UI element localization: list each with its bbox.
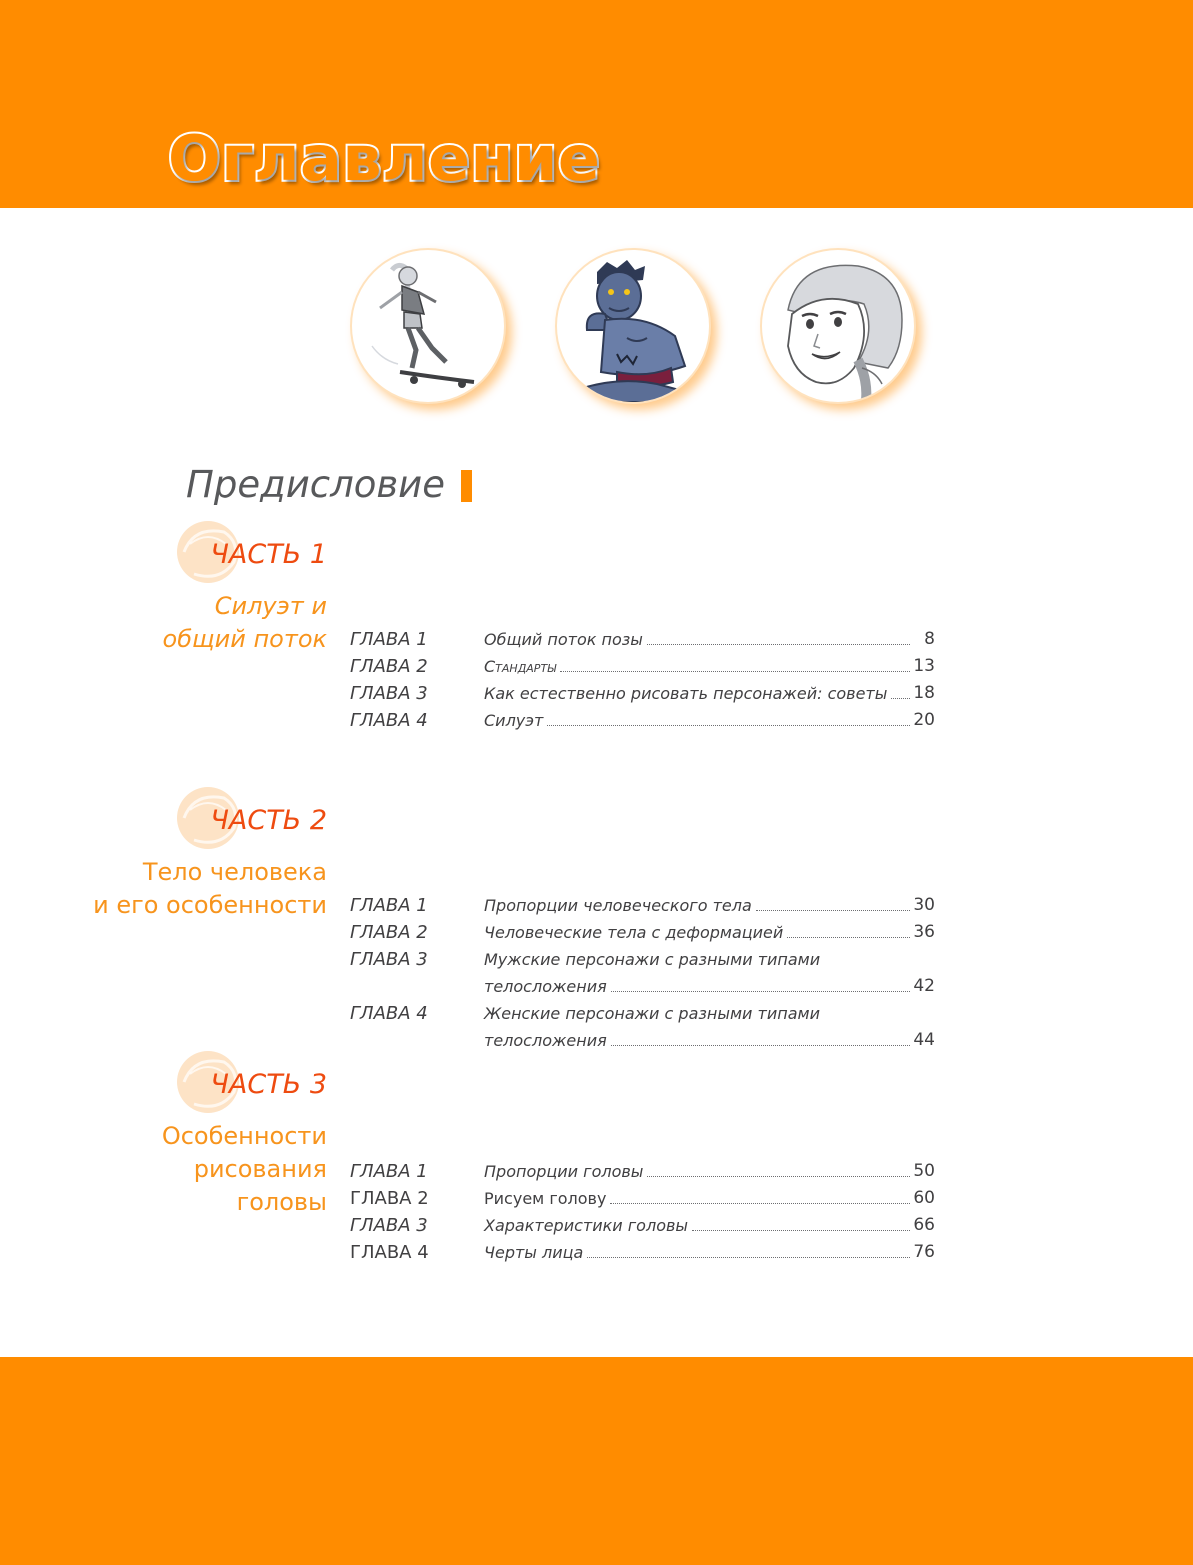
page-number: 76 (913, 1242, 935, 1262)
toc-entry[interactable] (350, 1239, 940, 1266)
chapter-title: Пропорции человеческого тела (484, 892, 910, 919)
toc-entry[interactable] (350, 919, 940, 946)
chapter-title: Рисуем голову (484, 1185, 910, 1212)
chapter-label: ГЛАВА 4 (350, 1003, 428, 1024)
part-3-chapter-list (350, 1158, 940, 1266)
chapter-title: Мужские персонажи с разными типами телосложения (484, 946, 910, 1000)
chapter-title: Стандарты (484, 653, 910, 680)
chapter-title: Характеристики головы (484, 1212, 910, 1239)
chapter-label: ГЛАВА 4 (350, 1242, 429, 1263)
chapter-label: ГЛАВА 1 (350, 629, 428, 650)
page-number: 20 (913, 710, 935, 730)
chapter-title: Черты лица (484, 1239, 910, 1266)
toc-entry[interactable] (350, 892, 940, 919)
preface-heading[interactable]: Предисловие (186, 463, 445, 506)
page-title: Оглавление (168, 122, 601, 195)
page-number: 60 (913, 1188, 935, 1208)
toc-entry[interactable] (350, 1185, 940, 1212)
toc-entry[interactable] (350, 626, 940, 653)
part-1-label[interactable]: ЧАСТЬ 1 (210, 539, 327, 570)
part-3-label[interactable]: ЧАСТЬ 3 (210, 1069, 327, 1100)
blue-muscle-man-icon (557, 250, 709, 402)
chapter-title: Человеческие тела с деформацией (484, 919, 910, 946)
page-number: 50 (913, 1161, 935, 1181)
part-3-name: Особенности рисования головы (161, 1122, 327, 1216)
page-number: 30 (913, 895, 935, 915)
chapter-label: ГЛАВА 1 (350, 895, 428, 916)
page-number: 44 (913, 1030, 935, 1050)
chapter-label: ГЛАВА 2 (350, 922, 428, 943)
toc-entry[interactable] (350, 680, 940, 707)
toc-entry[interactable] (350, 1158, 940, 1185)
part-1-name: Силуэт и общий поток (162, 592, 327, 653)
part-2-chapter-list (350, 892, 940, 1054)
toc-entry[interactable] (350, 707, 940, 734)
part-2-label[interactable]: ЧАСТЬ 2 (210, 805, 327, 836)
part-2-name: Тело человека и его особенности (93, 858, 327, 919)
chapter-label: ГЛАВА 2 (350, 1188, 429, 1209)
page-number: 8 (924, 629, 935, 649)
chapter-title: Как естественно рисовать персонажей: советы (484, 680, 910, 707)
page-number: 66 (913, 1215, 935, 1235)
page-number: 36 (913, 922, 935, 942)
skateboard-girl-icon (352, 250, 504, 402)
chapter-label: ГЛАВА 1 (350, 1161, 428, 1182)
footer-band (0, 1357, 1193, 1565)
toc-entry[interactable] (350, 653, 940, 680)
chapter-title: Общий поток позы (484, 626, 910, 653)
chapter-label: ГЛАВА 3 (350, 1215, 428, 1236)
chapter-label: ГЛАВА 2 (350, 656, 428, 677)
toc-entry[interactable] (350, 1212, 940, 1239)
chapter-label: ГЛАВА 4 (350, 710, 428, 731)
part-1-chapter-list (350, 626, 940, 734)
chapter-title: Силуэт (484, 707, 910, 734)
chapter-title: Пропорции головы (484, 1158, 910, 1185)
chapter-label: ГЛАВА 3 (350, 683, 428, 704)
smiling-woman-icon (762, 250, 914, 402)
toc-entry[interactable] (350, 946, 940, 1000)
toc-entry[interactable] (350, 1000, 940, 1054)
page-number: 18 (913, 683, 935, 703)
chapter-title: Женские персонажи с разными типами телосложения (484, 1000, 910, 1054)
page-number: 13 (913, 656, 935, 676)
page-number: 42 (913, 976, 935, 996)
chapter-label: ГЛАВА 3 (350, 949, 428, 970)
preface-marker (461, 470, 472, 502)
